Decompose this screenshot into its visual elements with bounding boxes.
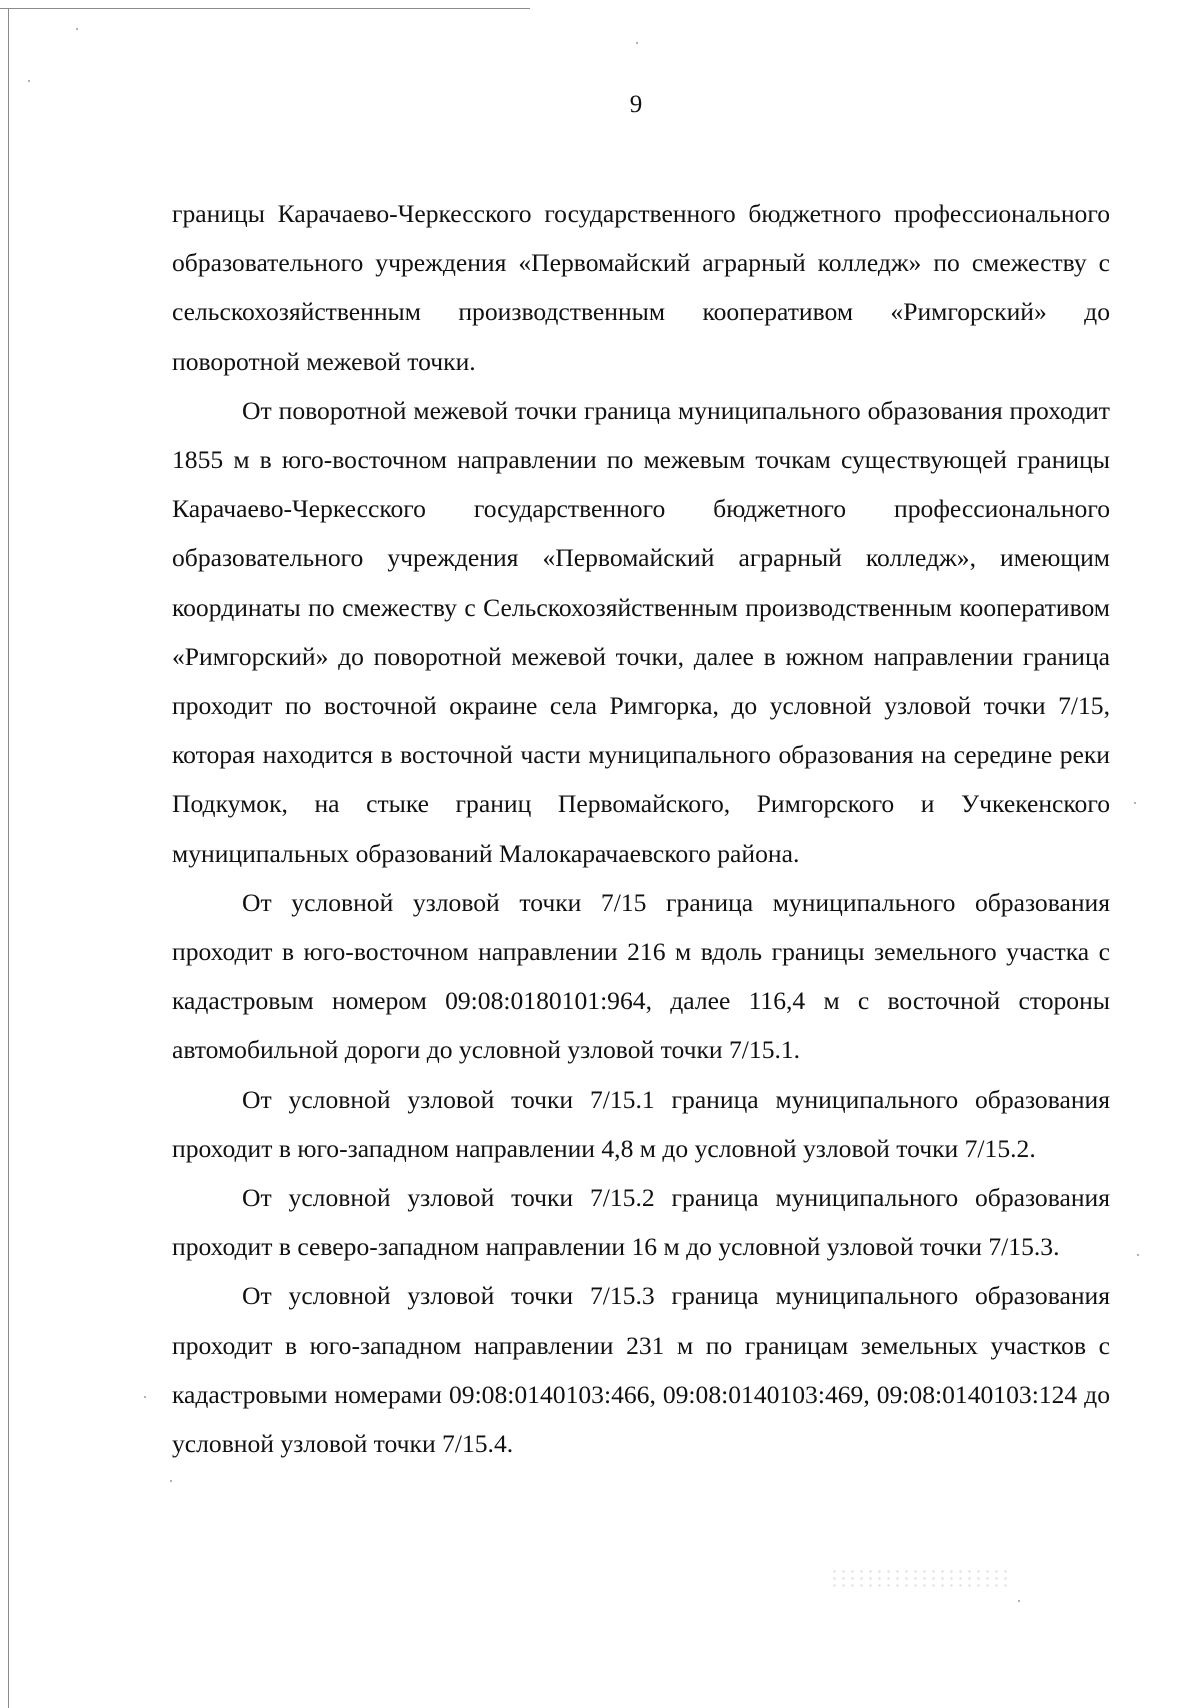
scan-edge-top (0, 8, 530, 9)
paragraph-6: От условной узловой точки 7/15.3 граница муниципального образования проходит в юго-западном направлении 231 м по границам земельных участков с кадастровыми номерами 09:08:0140103:466, 09:08:0140103:469, 09:08:0140103:124 до условной узловой точки 7/15.4. (172, 1281, 1110, 1459)
scan-edge-left (8, 8, 9, 1708)
scan-speck (636, 42, 638, 44)
scan-speck (1134, 802, 1136, 804)
scan-speck (76, 28, 78, 30)
paragraph-2: От поворотной межевой точки граница муниципального образования проходит 1855 м в юго-восточном направлении по межевым точкам существующей границы Карачаево-Черкесского государственного бюджетного профессионального образовательного учреждения «Первомайский аграрный колледж», имеющим координаты по смежеству с Сельскохозяйственным производственным кооперативом «Римгорский» до поворотной межевой точки, далее в южном направлении граница проходит по восточной окраине села Римгорка, до условной узловой точки 7/15, которая находится в восточной части муниципального образования на середине реки Подкумок, на стыке границ Первомайского, Римгорского и Учкекенского муниципальных образований Малокарачаевского района. (172, 395, 1110, 868)
scan-speck (170, 1480, 172, 1482)
scan-speck (1137, 1254, 1139, 1256)
paragraph-5: От условной узловой точки 7/15.2 граница муниципального образования проходит в северо-западном направлении 16 м до условной узловой точки 7/15.3. (172, 1183, 1110, 1262)
scan-speck (144, 1396, 146, 1398)
paragraph-3: От условной узловой точки 7/15 граница муниципального образования проходит в юго-восточном направлении 216 м вдоль границы земельного участка с кадастровым номером 09:08:0180101:964, далее 116,4 м с восточной стороны автомобильной дороги до условной узловой точки 7/15.1. (172, 887, 1110, 1065)
paragraph-4: От условной узловой точки 7/15.1 граница муниципального образования проходит в юго-западном направлении 4,8 м до условной узловой точки 7/15.2. (172, 1084, 1110, 1163)
page-number: 9 (629, 91, 643, 118)
scan-noise (830, 1568, 1010, 1588)
paragraph-1: границы Карачаево-Черкесского государственного бюджетного профессионального образовательного учреждения «Первомайский аграрный колледж» по смежеству с сельскохозяйственным производственным кооперативом «Римгорский» до поворотной межевой точки. (172, 199, 1110, 376)
scan-speck (1018, 1600, 1020, 1602)
scan-speck (28, 80, 30, 82)
document-body (172, 189, 1110, 1468)
